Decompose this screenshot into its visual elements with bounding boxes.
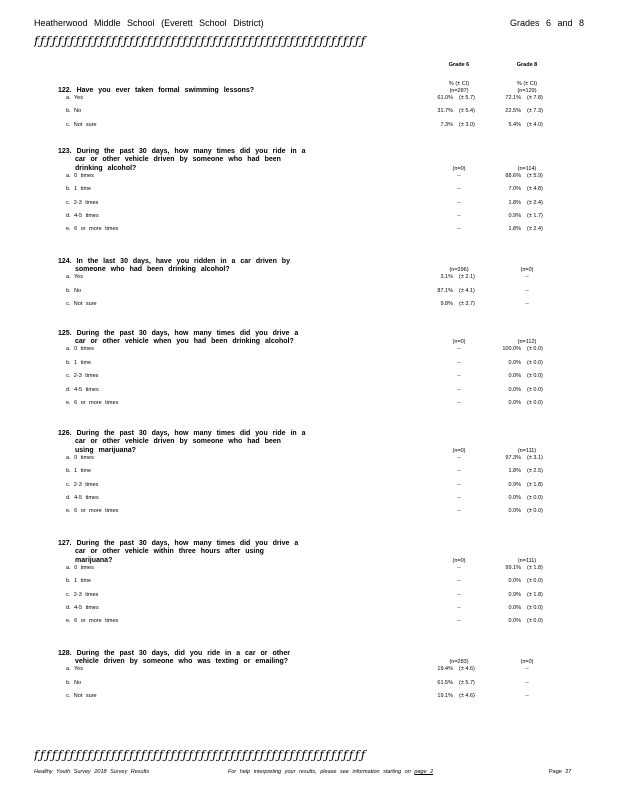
- question-line: 124. In the last 30 days, have you ridden in a car driven by: [58, 258, 290, 265]
- answer-label: c. 2-3 times: [66, 199, 99, 206]
- answer-label: a. Yes: [66, 274, 83, 281]
- answer-row: [0, 455, 618, 464]
- no-data-g6: --: [457, 359, 461, 366]
- no-data-g8: --: [525, 679, 529, 686]
- answer-label: c. Not sure: [66, 301, 97, 308]
- percent-g6: 61.5%: [437, 679, 453, 686]
- percent-g8: 0.9%: [508, 591, 521, 598]
- answer-label: a. 0 times: [66, 454, 94, 461]
- answer-row: [0, 387, 618, 396]
- percent-g8: 97.3%: [505, 454, 521, 461]
- question-line: car or other vehicle driven by someone who had been: [75, 438, 281, 446]
- no-data-g6: --: [457, 199, 461, 206]
- confidence-interval-g8: (± 1.8): [527, 591, 543, 598]
- sample-size-n8: (n=112): [517, 339, 537, 346]
- percent-g8: 0.9%: [508, 213, 521, 219]
- sample-size-n6: (n=0): [452, 165, 466, 172]
- confidence-interval-g8: (± 1.8): [527, 564, 543, 571]
- confidence-interval-g8: (± 0.0): [527, 605, 543, 611]
- answer-label: d. 4-5 times: [66, 213, 99, 219]
- no-data-g6: --: [457, 186, 461, 193]
- answer-label: e. 6 or more times: [66, 400, 119, 406]
- percent-g8: 1.8%: [508, 226, 521, 233]
- question-text: [58, 650, 348, 667]
- confidence-interval-g8: (± 1.7): [527, 213, 543, 219]
- percent-g8: 0.0%: [508, 618, 521, 625]
- no-data-g6: --: [457, 481, 461, 488]
- no-data-g6: --: [457, 508, 461, 515]
- answer-row: [0, 186, 618, 195]
- answer-label: d. 4-5 times: [66, 386, 99, 393]
- no-data-g6: --: [457, 213, 461, 219]
- no-data-g6: --: [457, 346, 461, 353]
- answer-label: e. 6 or more times: [66, 226, 119, 233]
- percent-g8: 0.0%: [508, 386, 521, 393]
- no-data-g6: --: [457, 386, 461, 393]
- answer-label: b. No: [66, 679, 82, 686]
- answer-row: [0, 495, 618, 504]
- question-line: 125. During the past 30 days, how many times did you drive a: [58, 330, 299, 337]
- school-header: Heatherwood Middle School (Everett School District): [34, 18, 264, 28]
- no-data-g6: --: [457, 618, 461, 625]
- sample-size-n8: (n=0): [520, 267, 534, 274]
- confidence-interval-g6: (± 4.6): [459, 666, 475, 673]
- page-number: Page 27: [549, 769, 572, 775]
- no-data-g8: --: [525, 287, 529, 294]
- question-line: using marijuana?: [75, 446, 136, 454]
- sample-size-n8: (n=111): [517, 557, 537, 564]
- no-data-g6: --: [457, 226, 461, 233]
- percent-g8: 88.6%: [505, 172, 521, 179]
- footer-page-link[interactable]: page 2: [414, 769, 434, 775]
- percent-g8: 0.0%: [508, 400, 521, 406]
- confidence-interval-g6: (± 4.6): [459, 693, 475, 700]
- grade8-n: (n=129): [517, 88, 537, 94]
- answer-label: a. 0 times: [66, 172, 94, 179]
- sample-size-n6: (n=0): [452, 447, 466, 454]
- bottom-rule: ƒƒƒƒƒƒƒƒƒƒƒƒƒƒƒƒƒƒƒƒƒƒƒƒƒƒƒƒƒƒƒƒƒƒƒƒƒƒƒƒƒƒƒƒƒƒƒƒƒƒƒƒƒƒƒƒ: [34, 748, 367, 762]
- answer-row: [0, 565, 618, 574]
- answer-label: a. Yes: [66, 666, 83, 673]
- confidence-interval-g8: (± 4.0): [527, 121, 543, 128]
- grade6-n: (n=287): [449, 88, 469, 94]
- confidence-interval-g8: (± 2.4): [527, 199, 543, 206]
- answer-row: [0, 301, 618, 310]
- sample-size-n8: (n=114): [517, 165, 537, 172]
- answer-label: d. 4-5 times: [66, 495, 99, 501]
- confidence-interval-g8: (± 7.8): [527, 95, 543, 101]
- question-line: car or other vehicle driven by someone who had been: [75, 156, 281, 164]
- percent-g8: 1.8%: [508, 468, 521, 475]
- percent-g8: 0.0%: [508, 605, 521, 611]
- grade8-header: Grade 8: [516, 62, 538, 68]
- confidence-interval-g8: (± 1.8): [527, 481, 543, 488]
- answer-label: c. Not sure: [66, 121, 97, 128]
- question-line: 122. Have you ever taken formal swimming lessons?: [58, 87, 255, 94]
- percent-g6: 3.1%: [440, 274, 453, 281]
- confidence-interval-g6: (± 3.0): [459, 121, 475, 128]
- confidence-interval-g6: (± 3.7): [459, 301, 475, 308]
- percent-g8: 0.0%: [508, 359, 521, 366]
- question-line: vehicle driven by someone who was texting or emailing?: [75, 658, 289, 666]
- confidence-interval-g8: (± 0.0): [527, 373, 543, 380]
- confidence-interval-g8: (± 0.0): [527, 359, 543, 366]
- answer-row: [0, 360, 618, 369]
- answer-row: [0, 592, 618, 601]
- answer-label: e. 6 or more times: [66, 618, 119, 625]
- no-data-g6: --: [457, 400, 461, 406]
- no-data-g6: --: [457, 172, 461, 179]
- footer-survey-name: Healthy Youth Survey 2018 Survey Results: [34, 769, 150, 775]
- confidence-interval-g8: (± 7.3): [527, 108, 543, 115]
- confidence-interval-g6: (± 5.4): [459, 108, 475, 115]
- percent-g8: 72.1%: [505, 95, 521, 101]
- answer-row: [0, 122, 618, 131]
- confidence-interval-g6: (± 5.7): [459, 679, 475, 686]
- percent-g8: 0.0%: [508, 508, 521, 515]
- sample-size-n8: (n=0): [520, 659, 534, 666]
- answer-row: [0, 200, 618, 209]
- answer-row: [0, 346, 618, 355]
- no-data-g6: --: [457, 578, 461, 585]
- answer-label: b. 1 time: [66, 468, 92, 475]
- question-line: someone who had been drinking alcohol?: [75, 266, 230, 274]
- answer-label: e. 6 or more times: [66, 508, 119, 515]
- question-line: 128. During the past 30 days, did you ride in a car or other: [58, 650, 290, 657]
- confidence-interval-g6: (± 5.7): [459, 95, 475, 101]
- footer-help-prefix: For help interpreting your results, please see information starting on: [228, 769, 415, 775]
- percent-g8: 0.9%: [508, 481, 521, 488]
- answer-row: [0, 618, 618, 627]
- percent-g6: 19.4%: [437, 666, 453, 673]
- answer-row: [0, 213, 618, 222]
- answer-row: [0, 680, 618, 689]
- question-text: [58, 430, 348, 455]
- no-data-g6: --: [457, 591, 461, 598]
- grade8-pct-label: % (± CI): [516, 81, 538, 87]
- percent-g6: 61.0%: [437, 95, 453, 101]
- confidence-interval-g6: (± 4.1): [459, 287, 475, 294]
- no-data-g6: --: [457, 495, 461, 501]
- answer-row: [0, 95, 618, 104]
- confidence-interval-g8: (± 0.0): [527, 578, 543, 585]
- footer-help-text: [228, 769, 433, 775]
- question-line: drinking alcohol?: [75, 164, 137, 172]
- percent-g6: 9.8%: [440, 301, 453, 308]
- question-text: [58, 258, 348, 275]
- answer-row: [0, 288, 618, 297]
- no-data-g6: --: [457, 373, 461, 380]
- question-line: 127. During the past 30 days, how many times did you drive a: [58, 540, 299, 547]
- question-text: [58, 540, 348, 565]
- confidence-interval-g8: (± 0.0): [527, 508, 543, 515]
- no-data-g8: --: [525, 301, 529, 308]
- confidence-interval-g8: (± 4.8): [527, 186, 543, 193]
- percent-g6: 87.1%: [437, 287, 453, 294]
- answer-row: [0, 108, 618, 117]
- percent-g8: 0.0%: [508, 495, 521, 501]
- question-line: marijuana?: [75, 556, 113, 564]
- answer-row: [0, 666, 618, 675]
- answer-label: c. 2-3 times: [66, 481, 99, 488]
- no-data-g8: --: [525, 274, 529, 281]
- percent-g8: 5.4%: [508, 121, 521, 128]
- sample-size-n8: (n=111): [517, 447, 537, 454]
- confidence-interval-g8: (± 2.4): [527, 226, 543, 233]
- percent-g8: 1.8%: [508, 199, 521, 206]
- answer-row: [0, 226, 618, 235]
- confidence-interval-g8: (± 3.1): [527, 454, 543, 461]
- confidence-interval-g8: (± 0.0): [527, 618, 543, 625]
- answer-label: a. 0 times: [66, 564, 94, 571]
- top-rule: ƒƒƒƒƒƒƒƒƒƒƒƒƒƒƒƒƒƒƒƒƒƒƒƒƒƒƒƒƒƒƒƒƒƒƒƒƒƒƒƒƒƒƒƒƒƒƒƒƒƒƒƒƒƒƒƒ: [34, 34, 367, 48]
- question-text: [58, 330, 348, 347]
- answer-label: b. No: [66, 108, 82, 115]
- no-data-g8: --: [525, 693, 529, 700]
- percent-g8: 22.5%: [505, 108, 521, 115]
- grade6-pct-label: % (± CI): [448, 81, 470, 87]
- no-data-g8: --: [525, 666, 529, 673]
- question-text: [58, 148, 348, 173]
- answer-label: b. 1 time: [66, 186, 92, 193]
- question-line: 123. During the past 30 days, how many times did you ride in a: [58, 148, 306, 155]
- answer-label: a. Yes: [66, 95, 83, 101]
- percent-g6: 19.1%: [437, 693, 453, 700]
- percent-g6: 31.7%: [437, 108, 453, 115]
- answer-row: [0, 693, 618, 702]
- answer-label: d. 4-5 times: [66, 605, 99, 611]
- no-data-g6: --: [457, 605, 461, 611]
- question-line: car or other vehicle within three hours after using: [75, 548, 264, 556]
- answer-row: [0, 508, 618, 517]
- answer-label: b. No: [66, 287, 82, 294]
- answer-label: c. Not sure: [66, 693, 97, 700]
- percent-g8: 99.1%: [505, 564, 521, 571]
- answer-row: [0, 274, 618, 283]
- no-data-g6: --: [457, 468, 461, 475]
- percent-g8: 0.0%: [508, 578, 521, 585]
- percent-g8: 0.0%: [508, 373, 521, 380]
- no-data-g6: --: [457, 564, 461, 571]
- answer-row: [0, 482, 618, 491]
- question-line: 126. During the past 30 days, how many times did you ride in a: [58, 430, 306, 437]
- answer-label: b. 1 time: [66, 578, 92, 585]
- answer-row: [0, 605, 618, 614]
- sample-size-n6: (n=0): [452, 339, 466, 346]
- confidence-interval-g8: (± 0.0): [527, 386, 543, 393]
- confidence-interval-g8: (± 5.9): [527, 172, 543, 179]
- sample-size-n6: (n=296): [449, 267, 469, 274]
- answer-label: c. 2-3 times: [66, 373, 99, 380]
- confidence-interval-g6: (± 2.1): [459, 274, 475, 281]
- grade6-header: Grade 6: [448, 62, 470, 68]
- grades-header: Grades 6 and 8: [510, 18, 585, 28]
- sample-size-n6: (n=283): [449, 659, 469, 666]
- answer-row: [0, 468, 618, 477]
- answer-row: [0, 578, 618, 587]
- answer-row: [0, 373, 618, 382]
- answer-label: b. 1 time: [66, 359, 92, 366]
- answer-label: c. 2-3 times: [66, 591, 99, 598]
- sample-size-n6: (n=0): [452, 557, 466, 564]
- percent-g6: 7.3%: [440, 121, 453, 128]
- confidence-interval-g8: (± 0.0): [527, 495, 543, 501]
- confidence-interval-g8: (± 0.0): [527, 400, 543, 406]
- percent-g8: 7.0%: [508, 186, 521, 193]
- confidence-interval-g8: (± 2.5): [527, 468, 543, 475]
- percent-g8: 100.0%: [502, 346, 521, 353]
- answer-row: [0, 173, 618, 182]
- no-data-g6: --: [457, 454, 461, 461]
- answer-label: a. 0 times: [66, 346, 94, 353]
- confidence-interval-g8: (± 0.0): [527, 346, 543, 353]
- question-line: car or other vehicle when you had been drinking alcohol?: [75, 338, 294, 346]
- answer-row: [0, 400, 618, 409]
